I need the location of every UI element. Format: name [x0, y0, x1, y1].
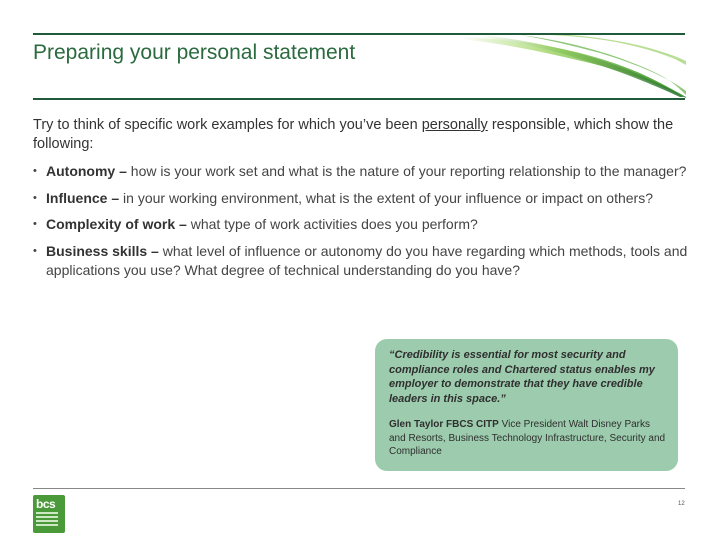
bullet-term: Complexity of work –	[46, 216, 191, 232]
quote-text: “Credibility is essential for most security and compliance roles and Chartered status enables my employer to demonstrate that they have credible leaders in this space.”	[389, 349, 655, 405]
bcs-logo	[33, 495, 65, 533]
bcs-logo-text: bcs	[36, 497, 56, 511]
bullet-term: Influence –	[46, 189, 124, 206]
bullet-term: Business skills –	[46, 242, 163, 259]
page-title: Preparing your personal statement	[33, 41, 356, 64]
list-item	[33, 189, 693, 209]
bullet-list	[33, 162, 693, 288]
intro-underlined-word: personally	[421, 117, 488, 133]
logo-lines	[36, 512, 58, 528]
page-number: 12	[678, 501, 685, 507]
bullet-text: what type of work activities does you perform?	[190, 216, 478, 232]
header-bottom-rule	[33, 98, 685, 100]
quote-author-role: Vice President Walt Disney Parks and Resorts, Business Technology Infrastructure, Security and Compliance	[389, 419, 666, 457]
list-item	[33, 162, 693, 182]
intro-text-end: responsible, which show the following:	[33, 117, 674, 152]
bullet-term: Autonomy –	[46, 163, 131, 179]
bullet-icon: •	[33, 165, 37, 177]
bullet-text: how is your work set and what is the nature of your reporting relationship to the manager?	[130, 163, 687, 179]
bullet-icon: •	[33, 191, 37, 204]
quote-attribution	[389, 418, 666, 459]
quote-box	[375, 339, 678, 471]
bullet-text: what level of influence or autonomy do you have regarding which methods, tools and applications you use? What degree of technical understanding do you have?	[46, 242, 688, 278]
bullet-icon: •	[33, 218, 37, 230]
bullet-text: in your working environment, what is the extent of your influence or impact on others?	[123, 189, 653, 206]
footer-rule	[33, 488, 685, 489]
list-item	[33, 242, 693, 281]
intro-paragraph	[33, 116, 693, 154]
intro-text-start: Try to think of specific work examples for which you’ve been	[33, 117, 422, 133]
list-item	[33, 215, 693, 235]
green-swoosh-graphic	[460, 35, 686, 98]
bullet-icon: •	[33, 244, 37, 257]
quote-author: Glen Taylor FBCS CITP	[389, 419, 499, 430]
